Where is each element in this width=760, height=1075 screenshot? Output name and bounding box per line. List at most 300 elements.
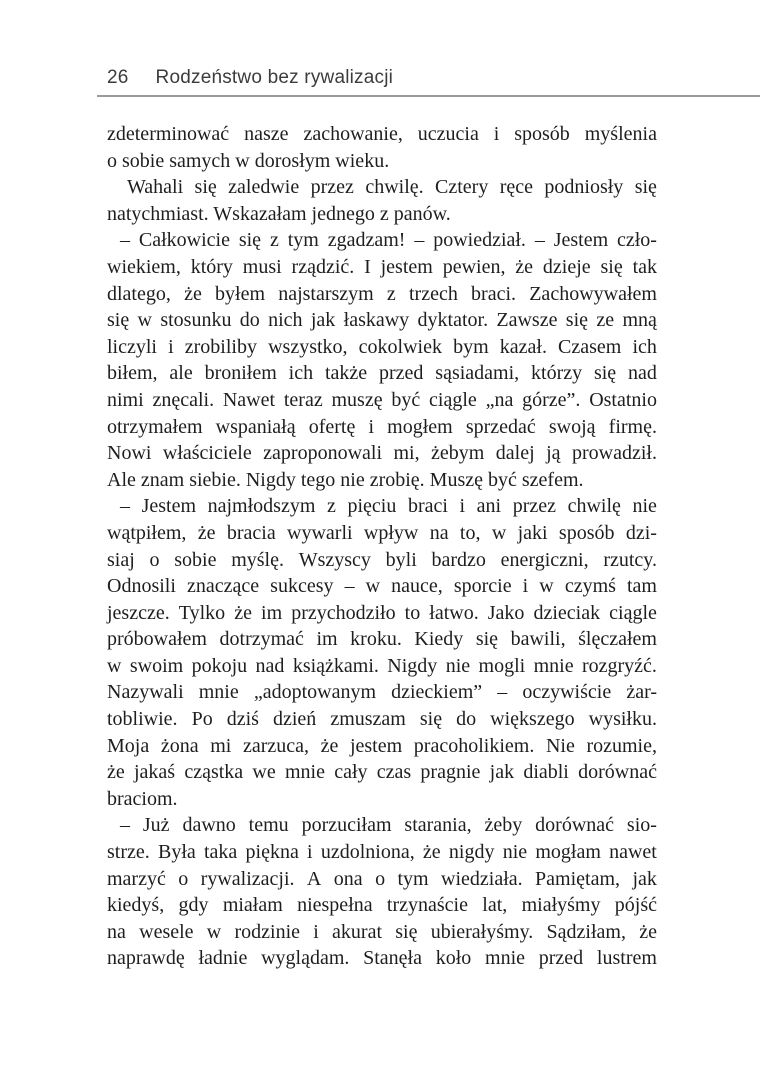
word: sobie [174, 548, 217, 571]
text-line [107, 414, 657, 441]
word: nie [632, 495, 657, 518]
word: dzieciak [533, 601, 601, 624]
word: z [326, 495, 336, 518]
word: im [261, 601, 283, 624]
word: Pamiętam, [535, 867, 621, 890]
word: ich [632, 335, 657, 358]
word: stosunku [160, 309, 232, 332]
word: Nigdy [387, 654, 438, 677]
word: rywalizacji. [200, 867, 295, 890]
word: się [107, 309, 130, 332]
text-line [107, 440, 657, 467]
word: starania, [404, 814, 472, 837]
word: że [422, 841, 441, 864]
word: mnie [198, 681, 239, 704]
word: nawet [609, 841, 657, 864]
text-line [107, 839, 657, 866]
word: siaj [107, 548, 135, 571]
word: tak [632, 255, 657, 278]
word: przychodziło [291, 601, 396, 624]
word: „adoptowanym [253, 681, 377, 704]
word: nad [628, 362, 657, 385]
text-line [107, 945, 657, 972]
word: Moja [107, 734, 150, 757]
word: sporcie [453, 575, 512, 598]
word: zachowanie, [303, 123, 403, 145]
word: Wszyscy [298, 548, 371, 571]
word: się [395, 920, 418, 943]
word: sukcesy [270, 575, 334, 598]
word: jestem [349, 734, 403, 757]
word: się [634, 176, 657, 199]
word: cząstka [184, 761, 244, 784]
word: Zachowywałem [529, 282, 657, 305]
word: Sądziłam, [546, 920, 626, 943]
word: z [386, 282, 396, 305]
word: Czasem [558, 335, 622, 358]
word: musi [242, 255, 282, 278]
word: żebym [431, 442, 485, 465]
word: sposób [558, 521, 615, 544]
word: ale [169, 362, 193, 385]
word: dzień [272, 708, 317, 731]
word: – [534, 229, 545, 252]
word: tym [287, 229, 319, 252]
word: żar- [626, 681, 657, 704]
word: ich [288, 362, 314, 385]
word: mnie [485, 947, 526, 970]
word: A [306, 867, 322, 890]
word: byli [385, 548, 417, 571]
word: myślę. [231, 548, 284, 571]
word: ona [333, 867, 363, 890]
paragraph [107, 493, 657, 812]
word: wywarli [287, 521, 353, 544]
word: Całkowicie [138, 229, 230, 252]
word: teraz [283, 388, 323, 411]
word: Nawet [222, 388, 276, 411]
word: podniosły [544, 176, 624, 199]
word: wspaniałą [215, 415, 296, 438]
word: czas [376, 761, 412, 784]
word: Nie [545, 734, 575, 757]
word: się [419, 708, 443, 731]
text-line: natychmiast. Wskazałam jednego z panów. [107, 202, 451, 225]
word: do [456, 708, 477, 731]
word: o [375, 867, 386, 890]
word: uczucia [417, 123, 479, 145]
word: z [269, 229, 279, 252]
word: pójść [614, 894, 657, 917]
text-line [107, 334, 657, 361]
word: piękna [245, 841, 299, 864]
word: bawili, [510, 628, 566, 651]
word: liczyli [107, 335, 157, 358]
word: zdeterminować [107, 123, 230, 145]
word: jak [632, 867, 657, 890]
word: tam [626, 575, 657, 598]
text-line [107, 547, 657, 574]
word: tym [397, 867, 429, 890]
word: żona [160, 734, 199, 757]
word: chwilę [567, 495, 621, 518]
text-line [107, 227, 657, 254]
word: że [515, 255, 534, 278]
word: na [107, 920, 126, 943]
word: nie [445, 654, 471, 677]
word: się [600, 255, 623, 278]
word: dorównać [535, 814, 615, 837]
word: przez [512, 495, 556, 518]
text-line [107, 360, 657, 387]
word: zarzuca, [242, 734, 309, 757]
word: i [493, 123, 500, 145]
word: najstarszym [278, 282, 374, 305]
word: mnie [533, 654, 574, 677]
word: biłem, [107, 362, 158, 385]
word: ręce [499, 176, 534, 199]
word: że [107, 761, 125, 784]
word: ślęczałem [578, 628, 657, 651]
word: wysiłku. [588, 708, 657, 731]
word: naprawdę [107, 947, 185, 970]
text-line [107, 919, 657, 946]
word: Nowi [107, 442, 152, 465]
text-line: o sobie samych w dorosłym wieku. [107, 149, 390, 172]
text-column [107, 121, 657, 972]
word: pokoju [191, 654, 248, 677]
word: braci. [471, 282, 517, 305]
word: otrzymałem [107, 415, 203, 438]
word: mną [622, 309, 657, 332]
word: lustrem [596, 947, 657, 970]
text-line [107, 281, 657, 308]
word: swoim [129, 654, 184, 677]
word: byłem [215, 282, 266, 305]
word: rodzinie [234, 920, 300, 943]
word: i [522, 575, 529, 598]
word: porzuciłam [301, 814, 392, 837]
word: nie [502, 841, 528, 864]
word: bym [453, 335, 489, 358]
word: uzdolniona, [320, 841, 415, 864]
word: rozumie, [586, 734, 657, 757]
word: kroku. [350, 628, 402, 651]
word: ze [596, 309, 615, 332]
word: Kiedy [414, 628, 464, 651]
word: niespełna [297, 894, 373, 917]
word: tobliwie. [107, 708, 178, 731]
word: książkami. [292, 654, 379, 677]
word: jak [310, 309, 336, 332]
word: rzutcy. [603, 548, 657, 571]
word: znaczące [186, 575, 260, 598]
word: ciągle [609, 601, 657, 624]
text-line [107, 307, 657, 334]
running-head [107, 67, 393, 89]
word: energiczni, [500, 548, 589, 571]
paragraph [107, 227, 657, 493]
word: próbowałem [107, 628, 207, 651]
word: firmę. [608, 415, 657, 438]
word: jeszcze. [107, 601, 170, 624]
word: Jestem [553, 229, 609, 252]
text-line [107, 387, 657, 414]
word: Po [191, 708, 213, 731]
text-line [107, 812, 657, 839]
word: sio- [626, 814, 657, 837]
word: nauce, [391, 575, 443, 598]
word: jaki [517, 521, 548, 544]
text-line [107, 679, 657, 706]
word: mogłem [387, 415, 453, 438]
text-line [107, 653, 657, 680]
word: i [313, 920, 319, 943]
word: przed [538, 947, 584, 970]
word: pięciu [347, 495, 397, 518]
word: przez [310, 176, 354, 199]
word: rządzić. [291, 255, 355, 278]
word: braci [407, 495, 448, 518]
word: że [320, 734, 339, 757]
word: dzieckiem” [391, 681, 483, 704]
word: ofertę [308, 415, 356, 438]
word: żeby [484, 814, 523, 837]
word: sąsiadami, [435, 362, 520, 385]
word: temu [248, 814, 289, 837]
text-line [107, 600, 657, 627]
page-number: 26 [107, 67, 129, 88]
word: być [391, 388, 421, 411]
word: miałam [222, 894, 283, 917]
word: cokolwiek [358, 335, 442, 358]
word: który [190, 255, 233, 278]
word: mnie [284, 761, 325, 784]
word: sposób [514, 123, 570, 145]
word: pewien, [442, 255, 506, 278]
word: łaskawy [343, 309, 410, 332]
word: dzieje [542, 255, 591, 278]
word: się [238, 229, 262, 252]
word: dzi- [625, 521, 657, 544]
word: Stanęła [363, 947, 422, 970]
word: ubierałyśmy. [430, 920, 534, 943]
word: mogłam [535, 841, 601, 864]
word: broniłem [204, 362, 277, 385]
word: bracia [226, 521, 276, 544]
text-line [107, 174, 657, 201]
word: nasze [244, 123, 289, 145]
word: pragnie [420, 761, 481, 784]
text-line [107, 520, 657, 547]
text-line [107, 866, 657, 893]
text-line [107, 493, 657, 520]
word: w [206, 920, 222, 943]
book-title: Rodzeństwo bez rywalizacji [155, 67, 394, 88]
word: myślenia [584, 123, 657, 145]
word: Była [157, 841, 196, 864]
word: wątpiłem, [107, 521, 187, 544]
word: którzy [531, 362, 583, 385]
word: dotrzymać [219, 628, 304, 651]
word: to [404, 601, 421, 624]
word: – [120, 229, 130, 252]
word: pracoholikiem. [413, 734, 535, 757]
word: się [565, 309, 589, 332]
word: i [459, 495, 466, 518]
word: we [252, 761, 276, 784]
word: o [149, 548, 160, 571]
word: także [324, 362, 368, 385]
word: się [475, 628, 499, 651]
text-line [107, 733, 657, 760]
word: że [639, 920, 657, 943]
word: większego [490, 708, 575, 731]
word: kazał. [499, 335, 547, 358]
word: – [497, 681, 508, 704]
word: powiedział. [433, 229, 526, 252]
word: w [137, 309, 152, 332]
word: jakaś [134, 761, 176, 784]
word: że [184, 282, 202, 305]
text-line [107, 121, 657, 148]
word: i [368, 415, 375, 438]
word: to, [459, 521, 481, 544]
word: gdy [178, 894, 209, 917]
word: najmłodszym [207, 495, 316, 518]
word: I [364, 255, 371, 278]
word: trzynaście [386, 894, 468, 917]
paragraph [107, 812, 657, 972]
word: Zawsze [496, 309, 558, 332]
word: właściciele [162, 442, 252, 465]
word: strze. [107, 841, 150, 864]
word: do [239, 309, 260, 332]
word: ładnie [198, 947, 248, 970]
word: diabli [523, 761, 569, 784]
word: wpływ [363, 521, 419, 544]
word: zmuszam [330, 708, 406, 731]
word: cały [334, 761, 368, 784]
word: trzech [409, 282, 458, 305]
word: mi, [393, 442, 420, 465]
word: wszystko, [268, 335, 348, 358]
word: zrobiliby [184, 335, 257, 358]
word: czymś [564, 575, 616, 598]
word: chwilę. [365, 176, 424, 199]
word: wesele [139, 920, 194, 943]
word: ją [546, 442, 561, 465]
word: akurat [332, 920, 383, 943]
word: nimi [107, 388, 144, 411]
word: na [429, 521, 449, 544]
text-line: braciom. [107, 787, 178, 810]
word: że [234, 601, 252, 624]
word: dorównać [578, 761, 657, 784]
word: i [168, 335, 174, 358]
word: w [107, 654, 122, 677]
word: Wahali [127, 176, 184, 199]
word: jestem [380, 255, 433, 278]
word: koło [435, 947, 472, 970]
word: muszę [331, 388, 383, 411]
word: Jako [487, 601, 525, 624]
word: Jestem [141, 495, 197, 518]
word: Tylko [178, 601, 226, 624]
word: dziś [226, 708, 259, 731]
word: Już [142, 814, 170, 837]
text-line [107, 626, 657, 653]
word: wiedziała. [441, 867, 523, 890]
word: czło- [617, 229, 657, 252]
word: jak [489, 761, 515, 784]
word: dalej [495, 442, 535, 465]
text-line [107, 254, 657, 281]
word: mi [210, 734, 232, 757]
text-line [107, 706, 657, 733]
word: oczywiście [522, 681, 612, 704]
word: lat, [482, 894, 508, 917]
word: nigdy [448, 841, 495, 864]
word: „na [485, 388, 514, 411]
word: im [316, 628, 338, 651]
word: Nazywali [107, 681, 184, 704]
word: miałyśmy [521, 894, 601, 917]
word: łatwo. [429, 601, 479, 624]
word: sprzedać [465, 415, 536, 438]
word: dlatego, [107, 282, 171, 305]
word: – [120, 495, 130, 518]
paragraph [107, 174, 657, 227]
word: o [178, 867, 189, 890]
word: Odnosili [107, 575, 176, 598]
header-rule [97, 95, 760, 97]
word: Cztery [435, 176, 489, 199]
word: taka [203, 841, 238, 864]
text-line [107, 892, 657, 919]
word: – [344, 575, 355, 598]
word: nad [255, 654, 285, 677]
text-line: Ale znam siebie. Nigdy tego nie zrobię. Muszę być szefem. [107, 468, 584, 491]
word: się [593, 362, 617, 385]
word: rozgryźć. [581, 654, 657, 677]
word: dawno [182, 814, 236, 837]
word: i [307, 841, 313, 864]
word: kiedyś, [107, 894, 165, 917]
word: przed [379, 362, 424, 385]
word: Ostatnio [589, 388, 657, 411]
word: bardzo [431, 548, 486, 571]
text-line [107, 759, 657, 786]
word: swoją [548, 415, 596, 438]
text-line [107, 573, 657, 600]
word: znęcali. [152, 388, 215, 411]
word: mogli [478, 654, 526, 677]
word: marzyć [107, 867, 166, 890]
word: nich [268, 309, 303, 332]
word: – [120, 814, 130, 837]
word: dyktator. [417, 309, 489, 332]
word: ciągle [429, 388, 477, 411]
word: że [197, 521, 216, 544]
word: zaledwie [228, 176, 300, 199]
word: górze”. [522, 388, 581, 411]
word: w [365, 575, 381, 598]
word: ani [476, 495, 502, 518]
word: wyglądam. [261, 947, 350, 970]
word: prowadził. [571, 442, 657, 465]
word: wiekiem, [107, 255, 181, 278]
